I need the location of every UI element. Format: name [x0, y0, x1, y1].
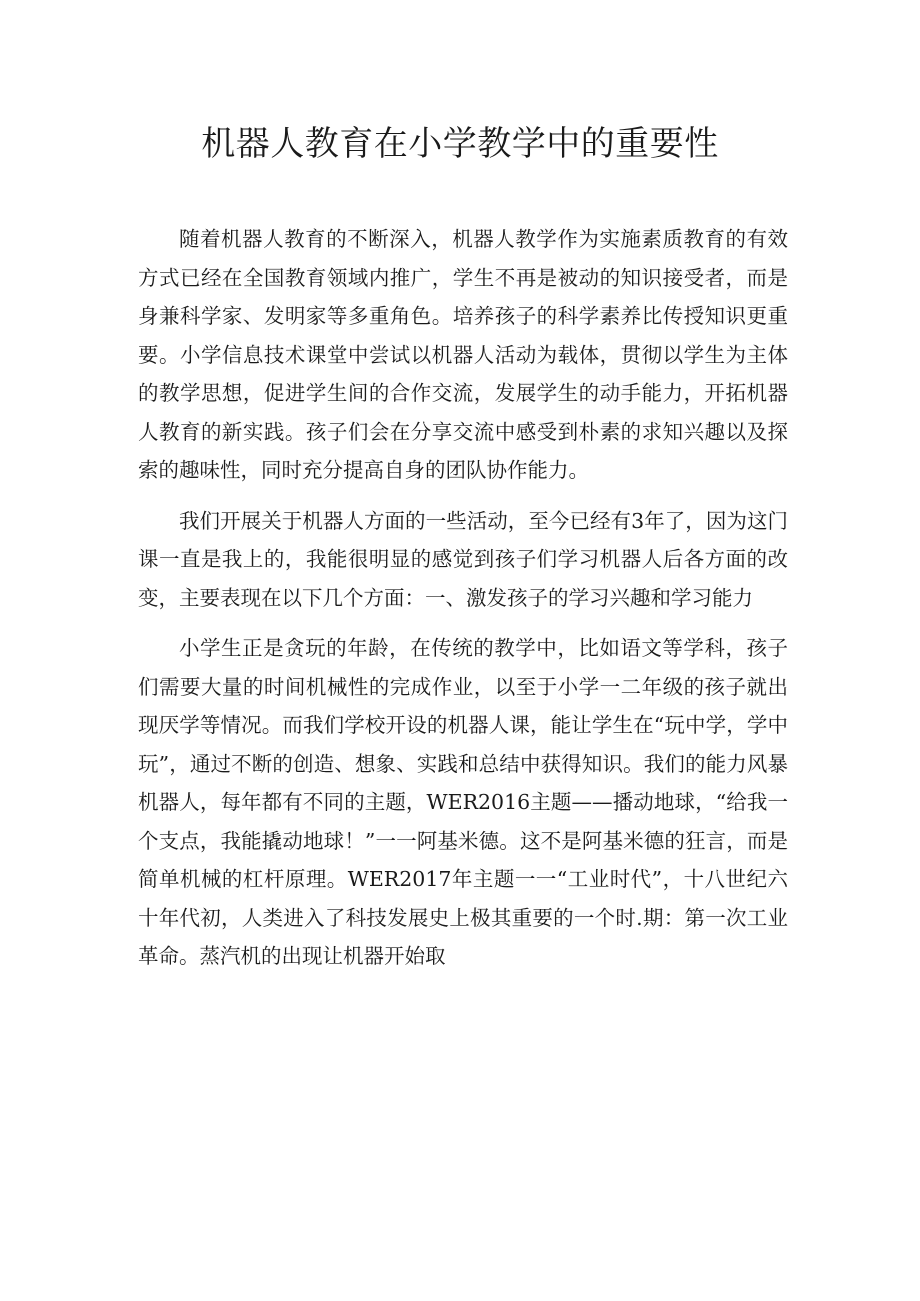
paragraph-3: 小学生正是贪玩的年龄，在传统的教学中，比如语文等学科，孩子们需要大量的时间机械性的完成作业，以至于小学一二年级的孩子就出现厌学等情况。而我们学校开设的机器人课，能让学生在“玩中学，学中玩”，通过不断的创造、想象、实践和总结中获得知识。我们的能力风暴机器人，每年都有不同的主题，WER2016主题——播动地球，“给我一个支点，我能撬动地球！”一一阿基米德。这不是阿基米德的狂言，而是简单机械的杠杆原理。WER2017年主题一一“工业时代”，十八世纪六十年代初，人类进入了科技发展史上极其重要的一个时.期：第一次工业革命。蒸汽机的出现让机器开始取	[138, 636, 788, 968]
paragraph-1: 随着机器人教育的不断深入，机器人教学作为实施素质教育的有效方式已经在全国教育领域内推广，学生不再是被动的知识接受者，而是身兼科学家、发明家等多重角色。培养孩子的科学素养比传授知识更重要。小学信息技术课堂中尝试以机器人活动为载体，贯彻以学生为主体的教学思想，促进学生间的合作交流，发展学生的动手能力，开拓机器人教育的新实践。孩子们会在分享交流中感受到朴素的求知兴趣以及探索的趣味性，同时充分提高自身的团队协作能力。	[138, 227, 788, 482]
document-title: 机器人教育在小学教学中的重要性	[201, 124, 719, 164]
paragraph-2: 我们开展关于机器人方面的一些活动，至今已经有3年了，因为这门课一直是我上的，我能很明显的感觉到孩子们学习机器人后各方面的改变，主要表现在以下几个方面：一、激发孩子的学习兴趣和学习能力	[138, 508, 788, 610]
document-body	[138, 220, 788, 988]
